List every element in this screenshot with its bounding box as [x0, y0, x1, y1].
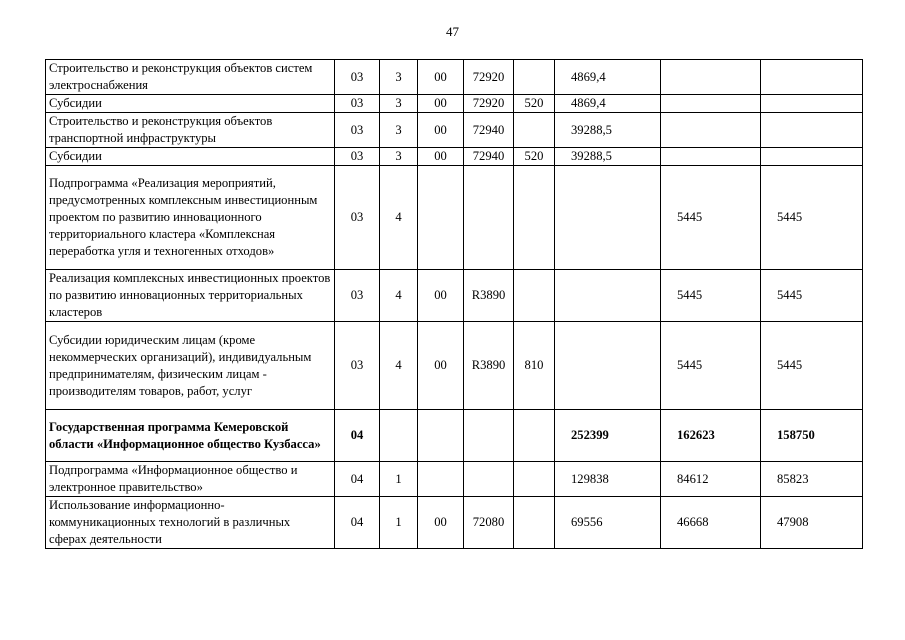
- budget-table-body: [46, 60, 863, 549]
- row-code-cell-2: 3: [380, 60, 418, 95]
- row-value-cell-2: 46668: [661, 497, 761, 549]
- row-name-cell: Подпрограмма «Информационное общество и электронное правительство»: [46, 462, 335, 497]
- row-code-cell-4: 72940: [464, 148, 514, 166]
- row-value-cell-2: [661, 60, 761, 95]
- row-code-cell-2: 4: [380, 322, 418, 410]
- row-name-cell: Субсидии: [46, 95, 335, 113]
- row-code-cell-5: [514, 462, 555, 497]
- row-code-cell-3: [418, 410, 464, 462]
- row-code-cell-3: 00: [418, 95, 464, 113]
- row-value-cell-1: 252399: [555, 410, 661, 462]
- row-value-cell-2: [661, 113, 761, 148]
- table-row: [46, 497, 863, 549]
- row-name-cell: Субсидии: [46, 148, 335, 166]
- table-row: [46, 148, 863, 166]
- row-value-cell-3: 5445: [761, 166, 863, 270]
- table-row: [46, 322, 863, 410]
- row-code-cell-3: 00: [418, 60, 464, 95]
- row-code-cell-2: 3: [380, 148, 418, 166]
- table-row: [46, 166, 863, 270]
- row-code-cell-5: 810: [514, 322, 555, 410]
- row-code-cell-5: 520: [514, 95, 555, 113]
- row-code-cell-1: 03: [335, 60, 380, 95]
- row-value-cell-2: 162623: [661, 410, 761, 462]
- row-value-cell-1: 129838: [555, 462, 661, 497]
- row-value-cell-1: 69556: [555, 497, 661, 549]
- row-name-cell: Реализация комплексных инвестиционных проектов по развитию инновационных территориальных кластеров: [46, 270, 335, 322]
- table-row: [46, 270, 863, 322]
- row-code-cell-1: 03: [335, 113, 380, 148]
- row-value-cell-3: 158750: [761, 410, 863, 462]
- row-code-cell-5: [514, 497, 555, 549]
- row-value-cell-2: [661, 95, 761, 113]
- row-code-cell-3: 00: [418, 148, 464, 166]
- row-name-cell: Подпрограмма «Реализация мероприятий, предусмотренных комплексным инвестиционным проектом по развитию инновационного территориального кластера «Комплексная переработка угля и техногенных отходов»: [46, 166, 335, 270]
- row-code-cell-1: 03: [335, 322, 380, 410]
- row-value-cell-2: 5445: [661, 322, 761, 410]
- row-name-cell: Использование информационно-коммуникационных технологий в различных сферах деятельности: [46, 497, 335, 549]
- row-name-cell: Государственная программа Кемеровской области «Информационное общество Кузбасса»: [46, 410, 335, 462]
- row-code-cell-4: [464, 166, 514, 270]
- row-code-cell-3: [418, 462, 464, 497]
- row-code-cell-1: 03: [335, 148, 380, 166]
- row-value-cell-3: [761, 60, 863, 95]
- row-code-cell-2: [380, 410, 418, 462]
- row-code-cell-1: 04: [335, 462, 380, 497]
- row-code-cell-4: 72920: [464, 95, 514, 113]
- row-code-cell-2: 1: [380, 497, 418, 549]
- row-value-cell-1: 4869,4: [555, 95, 661, 113]
- row-value-cell-1: 39288,5: [555, 148, 661, 166]
- row-code-cell-2: 1: [380, 462, 418, 497]
- row-code-cell-4: [464, 410, 514, 462]
- row-code-cell-3: 00: [418, 497, 464, 549]
- row-name-cell: Строительство и реконструкция объектов систем электроснабжения: [46, 60, 335, 95]
- row-code-cell-5: [514, 270, 555, 322]
- row-code-cell-5: [514, 166, 555, 270]
- row-value-cell-3: [761, 95, 863, 113]
- row-value-cell-1: 39288,5: [555, 113, 661, 148]
- row-code-cell-4: R3890: [464, 270, 514, 322]
- row-code-cell-4: [464, 462, 514, 497]
- row-value-cell-3: 85823: [761, 462, 863, 497]
- row-value-cell-2: 5445: [661, 270, 761, 322]
- row-name-cell: Строительство и реконструкция объектов транспортной инфраструктуры: [46, 113, 335, 148]
- table-row: [46, 462, 863, 497]
- row-code-cell-2: 3: [380, 95, 418, 113]
- page-number: 47: [446, 24, 459, 39]
- row-value-cell-3: [761, 148, 863, 166]
- row-code-cell-2: 4: [380, 270, 418, 322]
- row-value-cell-3: 5445: [761, 270, 863, 322]
- row-value-cell-2: 5445: [661, 166, 761, 270]
- row-code-cell-3: 00: [418, 113, 464, 148]
- table-row: [46, 60, 863, 95]
- row-code-cell-1: 04: [335, 410, 380, 462]
- row-code-cell-5: 520: [514, 148, 555, 166]
- row-code-cell-5: [514, 60, 555, 95]
- row-code-cell-1: 03: [335, 95, 380, 113]
- row-code-cell-4: 72940: [464, 113, 514, 148]
- row-code-cell-5: [514, 410, 555, 462]
- row-value-cell-3: [761, 113, 863, 148]
- table-row: [46, 95, 863, 113]
- row-code-cell-4: R3890: [464, 322, 514, 410]
- row-code-cell-1: 03: [335, 166, 380, 270]
- row-value-cell-2: [661, 148, 761, 166]
- row-code-cell-4: 72920: [464, 60, 514, 95]
- row-code-cell-3: [418, 166, 464, 270]
- row-code-cell-2: 4: [380, 166, 418, 270]
- row-code-cell-1: 04: [335, 497, 380, 549]
- row-value-cell-1: 4869,4: [555, 60, 661, 95]
- row-value-cell-1: [555, 166, 661, 270]
- table-row: [46, 410, 863, 462]
- row-code-cell-3: 00: [418, 270, 464, 322]
- row-code-cell-2: 3: [380, 113, 418, 148]
- row-code-cell-3: 00: [418, 322, 464, 410]
- row-name-cell: Субсидии юридическим лицам (кроме некоммерческих организаций), индивидуальным предпринимателям, физическим лицам - производителям товаров, работ, услуг: [46, 322, 335, 410]
- row-code-cell-5: [514, 113, 555, 148]
- row-value-cell-1: [555, 322, 661, 410]
- row-value-cell-3: 5445: [761, 322, 863, 410]
- row-value-cell-1: [555, 270, 661, 322]
- row-value-cell-3: 47908: [761, 497, 863, 549]
- table-row: [46, 113, 863, 148]
- budget-table: [45, 59, 863, 549]
- row-value-cell-2: 84612: [661, 462, 761, 497]
- row-code-cell-1: 03: [335, 270, 380, 322]
- row-code-cell-4: 72080: [464, 497, 514, 549]
